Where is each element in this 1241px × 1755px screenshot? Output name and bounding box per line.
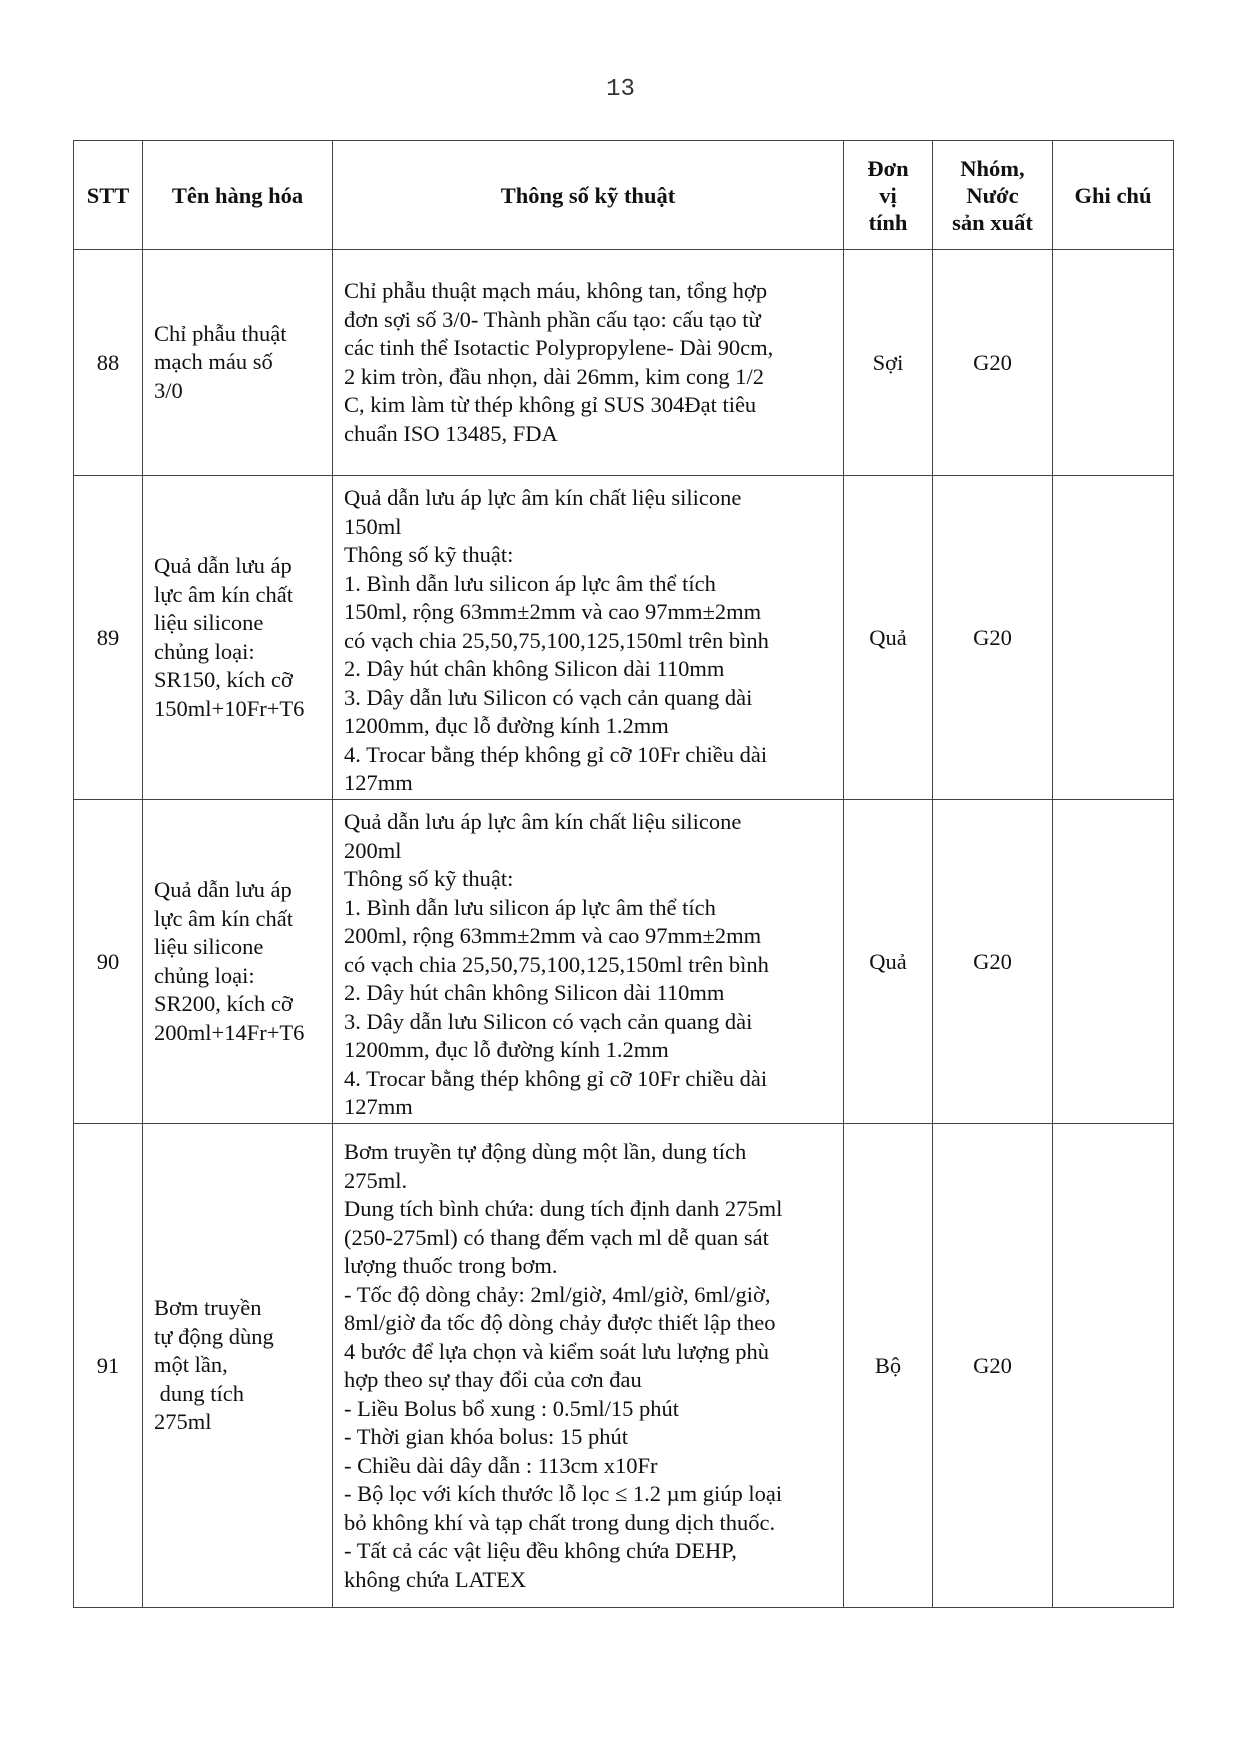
row-name-line: chủng loại: bbox=[154, 638, 255, 664]
row-spec-line: 4. Trocar bằng thép không gỉ cỡ 10Fr chiều dài bbox=[344, 741, 768, 767]
row-name-line: 150ml+10Fr+T6 bbox=[154, 695, 305, 721]
row-note bbox=[1053, 476, 1174, 800]
row-stt: 91 bbox=[74, 1124, 143, 1608]
row-note bbox=[1053, 250, 1174, 476]
header-unit-line: tính bbox=[868, 209, 908, 235]
row-spec-line: 200ml, rộng 63mm±2mm và cao 97mm±2mm bbox=[344, 923, 762, 948]
row-name-line: SR200, kích cỡ bbox=[154, 991, 293, 1016]
row-name-line: Chỉ phẫu thuật bbox=[154, 320, 287, 346]
row-name bbox=[143, 1124, 333, 1608]
row-spec-line: 275ml. bbox=[344, 1167, 408, 1193]
row-name bbox=[143, 250, 333, 476]
row-name bbox=[143, 476, 333, 800]
table-row bbox=[74, 250, 1174, 476]
row-spec-line: 1. Bình dẫn lưu silicon áp lực âm thể tích bbox=[344, 570, 716, 596]
row-spec-line: C, kim làm từ thép không gỉ SUS 304Đạt tiêu bbox=[344, 392, 757, 417]
row-spec-line: (250-275ml) có thang đếm vạch ml dễ quan sát bbox=[344, 1224, 769, 1250]
row-spec-line: 3. Dây dẫn lưu Silicon có vạch cản quang dài bbox=[344, 1008, 753, 1034]
row-origin: G20 bbox=[933, 250, 1053, 476]
header-note: Ghi chú bbox=[1053, 141, 1174, 250]
row-name bbox=[143, 800, 333, 1124]
row-stt: 90 bbox=[74, 800, 143, 1124]
row-spec bbox=[333, 250, 844, 476]
header-spec: Thông số kỹ thuật bbox=[333, 141, 844, 250]
row-spec-line: Bơm truyền tự động dùng một lần, dung tích bbox=[344, 1139, 747, 1164]
header-unit bbox=[844, 141, 933, 250]
row-name-line: lực âm kín chất bbox=[154, 905, 294, 931]
row-name-line: liệu silicone bbox=[154, 610, 264, 635]
row-spec-line: - Bộ lọc với kích thước lỗ lọc ≤ 1.2 µm giúp loại bbox=[344, 1481, 783, 1506]
row-spec-line: chuẩn ISO 13485, FDA bbox=[344, 420, 558, 446]
row-name-line: chủng loại: bbox=[154, 962, 255, 988]
row-spec-line: - Tất cả các vật liệu đều không chứa DEHP, bbox=[344, 1538, 737, 1563]
row-note bbox=[1053, 1124, 1174, 1608]
header-unit-line: vị bbox=[879, 182, 897, 208]
row-spec-line: bỏ không khí và tạp chất trong dung dịch thuốc. bbox=[344, 1509, 776, 1535]
row-name-line: dung tích bbox=[154, 1380, 244, 1406]
header-name: Tên hàng hóa bbox=[143, 141, 333, 250]
row-spec bbox=[333, 800, 844, 1124]
row-spec-line: lượng thuốc trong bơm. bbox=[344, 1253, 558, 1278]
row-stt: 88 bbox=[74, 250, 143, 476]
row-spec-line: 150ml bbox=[344, 513, 402, 539]
row-spec-line: 8ml/giờ đa tốc độ dòng chảy được thiết lập theo bbox=[344, 1310, 776, 1335]
row-spec-line: 1200mm, đục lỗ đường kính 1.2mm bbox=[344, 1037, 669, 1062]
row-spec-line: hợp theo sự thay đổi của cơn đau bbox=[344, 1367, 642, 1392]
row-spec-line: 127mm bbox=[344, 1094, 413, 1119]
row-name-line: tự động dùng bbox=[154, 1323, 274, 1349]
row-spec-line: - Tốc độ dòng chảy: 2ml/giờ, 4ml/giờ, 6ml/giờ, bbox=[344, 1281, 771, 1307]
header-origin-line: Nhóm, bbox=[960, 155, 1025, 181]
row-spec-line: Chỉ phẫu thuật mạch máu, không tan, tổng hợp bbox=[344, 278, 768, 303]
row-name-line: 200ml+14Fr+T6 bbox=[154, 1019, 305, 1045]
header-origin-line: sản xuất bbox=[952, 209, 1033, 235]
row-spec-line: 127mm bbox=[344, 770, 413, 795]
row-spec-line: Thông số kỹ thuật: bbox=[344, 542, 514, 567]
row-spec-line: đơn sợi số 3/0- Thành phần cấu tạo: cấu tạo từ bbox=[344, 306, 761, 332]
header-row bbox=[74, 141, 1174, 250]
row-spec-line: có vạch chia 25,50,75,100,125,150ml trên bình bbox=[344, 951, 769, 977]
row-spec-line: Quả dẫn lưu áp lực âm kín chất liệu silicone bbox=[344, 809, 742, 834]
table-row bbox=[74, 800, 1174, 1124]
row-spec-line: có vạch chia 25,50,75,100,125,150ml trên bình bbox=[344, 627, 769, 653]
row-name-line: Quả dẫn lưu áp bbox=[154, 553, 292, 578]
table-row bbox=[74, 476, 1174, 800]
header-unit-line: Đơn bbox=[867, 155, 909, 181]
row-name-line: liệu silicone bbox=[154, 934, 264, 959]
row-stt: 89 bbox=[74, 476, 143, 800]
row-spec-line: Thông số kỹ thuật: bbox=[344, 866, 514, 891]
row-name-line: 275ml bbox=[154, 1409, 212, 1435]
row-spec-line: 2. Dây hút chân không Silicon dài 110mm bbox=[344, 980, 725, 1005]
row-spec-line: 1. Bình dẫn lưu silicon áp lực âm thể tích bbox=[344, 894, 716, 920]
specification-table bbox=[73, 140, 1174, 1608]
row-unit: Quả bbox=[844, 476, 933, 800]
row-spec-line: - Chiều dài dây dẫn : 113cm x10Fr bbox=[344, 1452, 658, 1478]
row-spec-line: 1200mm, đục lỗ đường kính 1.2mm bbox=[344, 713, 669, 738]
row-note bbox=[1053, 800, 1174, 1124]
row-spec-line: các tinh thể Isotactic Polypropylene- Dài 90cm, bbox=[344, 335, 774, 360]
row-spec-line: - Thời gian khóa bolus: 15 phút bbox=[344, 1424, 628, 1449]
row-name-line: mạch máu số bbox=[154, 349, 273, 375]
row-origin: G20 bbox=[933, 1124, 1053, 1608]
row-spec-line: Quả dẫn lưu áp lực âm kín chất liệu silicone bbox=[344, 485, 742, 510]
row-name-line: Bơm truyền bbox=[154, 1295, 262, 1321]
row-spec-line: 3. Dây dẫn lưu Silicon có vạch cản quang dài bbox=[344, 684, 753, 710]
header-origin bbox=[933, 141, 1053, 250]
row-spec-line: 200ml bbox=[344, 837, 402, 863]
row-unit: Quả bbox=[844, 800, 933, 1124]
row-name-line: một lần, bbox=[154, 1352, 228, 1378]
row-spec-line: Dung tích bình chứa: dung tích định danh 275ml bbox=[344, 1196, 783, 1221]
row-spec-line: 4 bước để lựa chọn và kiểm soát lưu lượng phù bbox=[344, 1338, 769, 1364]
row-origin: G20 bbox=[933, 800, 1053, 1124]
row-name-line: SR150, kích cỡ bbox=[154, 667, 293, 692]
row-spec bbox=[333, 476, 844, 800]
row-name-line: 3/0 bbox=[154, 377, 183, 403]
row-spec-line: 150ml, rộng 63mm±2mm và cao 97mm±2mm bbox=[344, 599, 762, 624]
row-spec-line: không chứa LATEX bbox=[344, 1566, 527, 1592]
row-spec-line: - Liều Bolus bổ xung : 0.5ml/15 phút bbox=[344, 1395, 679, 1421]
row-name-line: Quả dẫn lưu áp bbox=[154, 877, 292, 902]
row-spec bbox=[333, 1124, 844, 1608]
row-spec-line: 4. Trocar bằng thép không gỉ cỡ 10Fr chiều dài bbox=[344, 1065, 768, 1091]
row-name-line: lực âm kín chất bbox=[154, 581, 294, 607]
row-spec-line: 2 kim tròn, đầu nhọn, dài 26mm, kim cong 1/2 bbox=[344, 363, 764, 389]
header-origin-line: Nước bbox=[966, 182, 1019, 208]
row-spec-line: 2. Dây hút chân không Silicon dài 110mm bbox=[344, 656, 725, 681]
row-unit: Bộ bbox=[844, 1124, 933, 1608]
table-row bbox=[74, 1124, 1174, 1608]
page-number: 13 bbox=[606, 76, 635, 103]
row-origin: G20 bbox=[933, 476, 1053, 800]
row-unit: Sợi bbox=[844, 250, 933, 476]
header-stt: STT bbox=[74, 141, 143, 250]
